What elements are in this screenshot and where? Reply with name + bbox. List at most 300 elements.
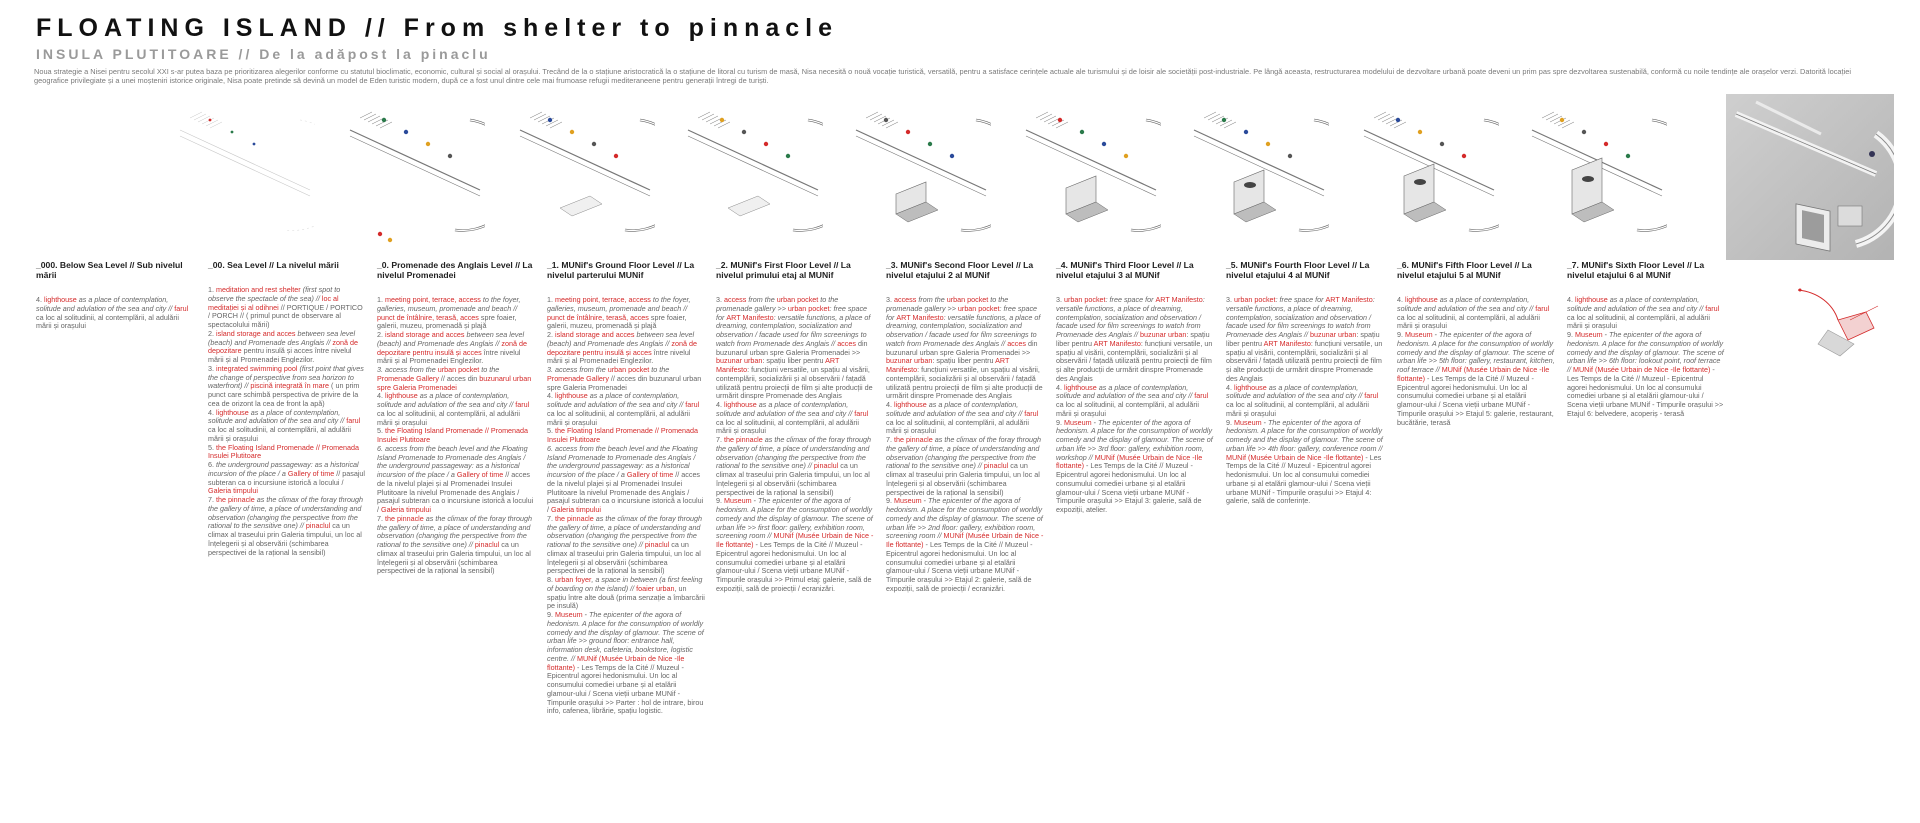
highlighted-term: the pinnacle bbox=[724, 435, 763, 444]
column-heading: _7. MUNif's Sixth Floor Level // La nivelul etajului 6 al MUNif bbox=[1567, 260, 1705, 280]
text-run: // acces din bbox=[438, 373, 480, 383]
highlighted-term: punct de întâlnire, terasă, acces bbox=[377, 312, 479, 322]
highlighted-term: Museum bbox=[1575, 330, 1603, 339]
text-run: from the bbox=[916, 295, 947, 304]
highlighted-term: punct de întâlnire, terasă, acces bbox=[547, 312, 649, 322]
text-run: ca un climax al traseului prin Galeria timpului, un loc al înțelegerii și al observării (schimbarea perspectivei de la rațional la sensibil) bbox=[716, 461, 870, 497]
column-level-7 bbox=[1567, 260, 1725, 419]
highlighted-term: ART Manifesto bbox=[716, 356, 840, 374]
text-run: // acces din buzunarul urban spre Galeria Promenadei bbox=[547, 373, 702, 392]
highlighted-term: MUNif (Musée Urbain de Nice -Ile flottante) bbox=[547, 653, 685, 672]
highlighted-term: Galeria timpului bbox=[208, 486, 258, 496]
paragraph bbox=[1056, 296, 1214, 384]
highlighted-term: acces bbox=[1007, 338, 1026, 348]
highlighted-term: urban foyer bbox=[555, 575, 592, 584]
text-run: 9. bbox=[1567, 330, 1575, 339]
text-run: as the climax of the foray through the gallery of time, a place of understanding and observation (changing the perspective from the rational to the sensitive one) // bbox=[208, 495, 364, 531]
text-run: : versatile functions, a place of dreaming, contemplation, socialization and observation / facade used for film screenings to watch from Promenade des Anglais // bbox=[886, 312, 1041, 348]
text-run: - The epicenter of the agora of hedonism. A place for the consumption of worldly comedy and the display of glamour. The scene of urban life >> 4th floor: gallery, conference room // bbox=[1226, 417, 1383, 453]
highlighted-term: zonă de depozitare pentru insulă și acces bbox=[377, 338, 527, 357]
column-level-00 bbox=[208, 260, 366, 557]
highlighted-term: island storage and acces bbox=[555, 330, 635, 339]
text-run: ca loc al solitudinii, al contemplării, al adulării mării și orașului bbox=[36, 312, 180, 331]
highlighted-term: farul bbox=[1194, 391, 1209, 401]
highlighted-term: MUNif (Musée Urbain de Nice -Ile flottante) bbox=[1573, 365, 1711, 374]
text-run: 9. bbox=[716, 496, 724, 506]
column-level-5 bbox=[1226, 260, 1384, 506]
highlighted-term: foaier urban bbox=[636, 583, 675, 593]
paragraph bbox=[1226, 419, 1384, 507]
text-run: ca un climax al traseului prin Galeria timpului, un loc al înțelegerii și al observării (schimbarea perspectivei de la rațional la sensibil) bbox=[208, 521, 362, 557]
text-run: spre foaier, galerii, muzeu, promenadă și plajă bbox=[547, 312, 687, 331]
paragraph bbox=[547, 445, 705, 515]
highlighted-term: ART Manifesto bbox=[1325, 295, 1373, 304]
highlighted-term: the pinnacle bbox=[216, 495, 255, 504]
text-run: 4. bbox=[377, 391, 385, 401]
column-body bbox=[716, 296, 874, 594]
column-heading: _3. MUNif's Second Floor Level // La nivelul etajului 2 al MUNif bbox=[886, 260, 1034, 280]
text-run: ca loc al solitudinii, al contemplării, al adulării mării și orașului bbox=[716, 417, 860, 436]
text-run: to the foyer, galleries, museum, promenade and beach // bbox=[377, 295, 521, 313]
text-run: as the climax of the foray through the gallery of time, a place of understanding and observation (changing the perspective from the rational to the sensitive one) // bbox=[886, 435, 1042, 471]
paragraph bbox=[208, 409, 366, 444]
highlighted-term: urban pocket bbox=[946, 295, 989, 304]
paragraph bbox=[1567, 331, 1725, 419]
text-run: as a place of contemplation, solitude and adulation of the sea and city // bbox=[547, 391, 686, 409]
paragraph bbox=[208, 330, 366, 365]
text-run: - The epicenter of the agora of hedonism. A place for the consumption of worldly comedy and the display of glamour. The scene of urban life >> 6th floor: lookout point, roof terrace // bbox=[1567, 330, 1724, 374]
text-run: - Les Temps de la Cité // Muzeul - Epicentrul agorei hedonismului. Un loc al consumului comediei urbane și al etalării glamour-ului / Scena vieții urbane MUNif - Timpurile orașului >> Etajul 5: galerie, restaurant, bucătărie, terasă bbox=[1397, 373, 1554, 427]
axonometric-level-5 bbox=[1334, 90, 1499, 250]
highlighted-term: Museum bbox=[1405, 330, 1433, 339]
column-body bbox=[36, 296, 194, 331]
text-run: - The epicenter of the agora of hedonism. A place for the consumption of worldly comedy and the display of glamour. The scene of urban life >> first floor: gallery, exhibition room, screening room // bbox=[716, 496, 873, 541]
text-run: // acces de la nivelul plajei și al Promenadei Insulei Plutitoare la nivelul Promenade des Anglais / pasajul subteran ca o incursiune istorică a locului / bbox=[377, 470, 534, 514]
paragraph bbox=[377, 392, 535, 427]
text-run: spre foaier, galerii, muzeu, promenadă și plajă bbox=[377, 312, 517, 331]
site-plan-sketch bbox=[1788, 282, 1888, 362]
highlighted-term: MUNif (Musée Urbain de Nice -Ile flottante) bbox=[886, 531, 1044, 549]
highlighted-term: buzunarul urban spre Galeria Promenadei bbox=[377, 373, 532, 392]
paragraph bbox=[208, 496, 366, 557]
highlighted-term: ART Manifesto bbox=[1093, 338, 1141, 348]
paragraph bbox=[716, 296, 874, 401]
text-run: 3. bbox=[1226, 295, 1234, 304]
text-run: as the climax of the foray through the gallery of time, a place of understanding and observation (changing the perspective from the rational to the sensitive one) // bbox=[547, 513, 703, 549]
column-body bbox=[1397, 296, 1555, 427]
paragraph bbox=[547, 366, 705, 392]
text-run: ca loc al solitudinii, al contemplării, al adulării mării și orașului bbox=[377, 408, 521, 427]
highlighted-term: Gallery of time bbox=[456, 470, 504, 479]
text-run: : free space for bbox=[886, 303, 1038, 322]
highlighted-term: ART Manifesto bbox=[1263, 338, 1311, 348]
highlighted-term: Gallery of time bbox=[287, 468, 335, 478]
highlighted-term: lighthouse bbox=[1575, 295, 1608, 304]
text-run: (first point that gives the change of perspective from sea horizon to waterfront) // bbox=[208, 363, 364, 391]
axonometric-level-4 bbox=[1164, 90, 1329, 250]
text-run: 4. bbox=[1226, 382, 1234, 392]
text-run: ca loc al solitudinii, al contemplării, al adulării mării și orașului bbox=[1567, 312, 1711, 331]
text-run: to the foyer, galleries, museum, promenade and beach // bbox=[547, 295, 691, 313]
text-run: 7. bbox=[208, 495, 216, 504]
paragraph bbox=[716, 497, 874, 593]
axonometric-level-000 bbox=[150, 90, 315, 250]
highlighted-term: lighthouse bbox=[1405, 295, 1438, 304]
column-heading: _0. Promenade des Anglais Level // La nivelul Promenadei bbox=[377, 260, 533, 280]
column-heading: _000. Below Sea Level // Sub nivelul mării bbox=[36, 260, 183, 280]
text-run: 3. bbox=[208, 363, 216, 373]
paragraph bbox=[1397, 331, 1555, 427]
text-run: as a place of contemplation, solitude and adulation of the sea and city // bbox=[377, 391, 516, 409]
highlighted-term: lighthouse bbox=[1234, 382, 1267, 392]
highlighted-term: meeting point, terrace, access bbox=[555, 295, 651, 304]
text-run: 9. bbox=[547, 610, 555, 619]
text-run: 7. bbox=[716, 435, 724, 444]
text-run: - Les Temps de la Cité // Muzeul - Epicentrul agorei hedonismului. Un loc al consumului comediei urbane și al etalării glamour-ului / Scena vieții urbane MUNif - Timpurile orașului >> Etajul 2: galerie, sală de expoziții, sală de proiecții / ecranizări. bbox=[886, 540, 1033, 593]
text-run: ca un climax al traseului prin Galeria timpului, un loc al înțelegerii și al observării (schimbarea perspectivei de la rațional la sensibil) bbox=[886, 461, 1040, 497]
text-run: , un spațiu între alte două (prima senzație a îmbarcării pe insulă) bbox=[547, 583, 705, 611]
highlighted-term: buzunar urban bbox=[1310, 330, 1357, 339]
text-run: : funcțiuni versatile, un spațiu al visării, contemplării, socializării și al observării / fațadă utilizată pentru proiecții de film și alte producții de urmărit dinspre Promenade des Anglais bbox=[1056, 338, 1213, 383]
paragraph bbox=[547, 611, 705, 716]
highlighted-term: the Floating Island Promenade // Promenada Insulei Plutitoare bbox=[547, 426, 699, 444]
highlighted-term: lighthouse bbox=[724, 400, 757, 409]
text-run: as a place of contemplation, solitude and adulation of the sea and city // bbox=[1567, 295, 1706, 313]
text-run: 1. bbox=[208, 285, 216, 294]
page-subtitle: INSULA PLUTITOARE // De la adăpost la pinaclu bbox=[36, 46, 491, 62]
paragraph bbox=[1397, 296, 1555, 331]
text-run: to the bbox=[649, 365, 670, 374]
paragraph bbox=[377, 331, 535, 366]
text-run: - The epicenter of the agora of hedonism. A place for the consumption of worldly comedy and the display of glamour. The scene of urban life >> 3rd floor: gallery, exhibition room, workshop // bbox=[1056, 417, 1213, 462]
highlighted-term: Museum bbox=[724, 496, 752, 506]
text-run: 2. bbox=[377, 330, 385, 339]
text-run: : spațiu liber pentru bbox=[1056, 330, 1210, 348]
text-run: 4. bbox=[716, 400, 724, 409]
text-run: to the bbox=[479, 365, 500, 374]
column-level-2 bbox=[716, 260, 874, 594]
paragraph bbox=[208, 365, 366, 409]
highlighted-term: Museum bbox=[894, 496, 922, 506]
column-heading: _5. MUNif's Fourth Floor Level // La nivelul etajului 4 al MUNif bbox=[1226, 260, 1370, 280]
text-run: 9. bbox=[1226, 417, 1234, 427]
highlighted-term: lighthouse bbox=[44, 295, 77, 304]
highlighted-term: pinaclul bbox=[474, 540, 500, 549]
text-run: the underground passageway: as a historical incursion of the place / a bbox=[208, 460, 359, 478]
text-run: // pasajul subteran ca o incursiune istorică a locului / bbox=[208, 468, 366, 487]
text-run: 1. bbox=[377, 295, 385, 304]
column-body bbox=[377, 296, 535, 576]
text-run: între nivelul mării și al Promenadei Englezilor. bbox=[377, 347, 521, 366]
paragraph bbox=[886, 497, 1044, 593]
text-run: : spațiu liber pentru bbox=[762, 356, 826, 366]
text-run: 6. access from the beach level and the Floating Island Promenade to Promenade des Anglais / the underground passageway: as a historical incursion of the place / a bbox=[547, 443, 698, 479]
axonometric-level-3 bbox=[996, 90, 1161, 250]
highlighted-term: piscină integrată în mare bbox=[250, 381, 330, 391]
text-run: - The epicenter of the agora of hedonism. A place for the consumption of worldly comedy and the display of glamour. The scene of urban life >> ground floor: entrance hall, information desk, cafeteria, bookstore, logistic centre. // bbox=[547, 610, 704, 663]
text-run: 5. bbox=[547, 426, 555, 436]
axonometric-level-0 bbox=[490, 90, 655, 250]
text-run: ca loc al solitudinii, al contemplării, al adulării mării și orașului bbox=[886, 417, 1030, 436]
highlighted-term: Galeria timpului bbox=[381, 505, 431, 514]
paragraph bbox=[1056, 384, 1214, 419]
text-run: between sea level (beach) and Promenade des Anglais // bbox=[547, 330, 695, 348]
highlighted-term: acces bbox=[837, 338, 856, 348]
highlighted-term: MUNif (Musée Urbain de Nice -Ile flottante) bbox=[1397, 365, 1550, 383]
highlighted-term: ART Manifesto bbox=[886, 356, 1010, 374]
paragraph bbox=[1226, 384, 1384, 419]
paragraph bbox=[547, 296, 705, 331]
paragraph bbox=[36, 296, 194, 331]
highlighted-term: meeting point, terrace, access bbox=[385, 295, 481, 304]
text-run: 7. bbox=[886, 435, 894, 444]
intro-paragraph: Noua strategie a Nisei pentru secolul XXI s-ar putea baza pe prioritizarea alegerilor conforme cu statutul bioclimatic, economic, cultural și social al orașului. Trecând de la o stațiune aristocratică la o stațiune de litoral cu turism de masă, Nisa necesită o nouă vocație turistică, versatilă, pentru a satisface cerințele actuale ale turismului și de loisir ale societății post-industriale. Pe lângă aceasta, restructurarea modelului de dezvoltare urbană poate deveni un prim pas spre dezvoltarea sustenabilă, conformă cu noile tendințe ale orașelor verzi. Datorită locației geografice privilegiate și a unei moșteniri istorice originale, Nisa poate pretinde să devină un model de Eden turistic modern, după ce a fost unul dintre cele mai frumoase refugii mediteraneene pentru generații întregi de turiști. bbox=[34, 67, 1851, 85]
text-run: to the promenade gallery >> bbox=[716, 295, 839, 313]
text-run: 3. bbox=[716, 295, 724, 304]
text-run: : versatile functions, a place of dreaming, contemplation, socialization and observation / facade used for film screenings to watch from Promenade des Anglais // bbox=[1056, 295, 1205, 339]
column-level-4 bbox=[1056, 260, 1214, 515]
paragraph bbox=[886, 296, 1044, 401]
highlighted-term: farul bbox=[685, 400, 700, 409]
column-body bbox=[1226, 296, 1384, 506]
highlighted-term: urban pocket bbox=[787, 303, 830, 313]
highlighted-term: island storage and acces bbox=[216, 328, 296, 338]
text-run: 7. bbox=[377, 513, 385, 523]
highlighted-term: access bbox=[894, 295, 917, 304]
text-run: 2. bbox=[547, 330, 555, 339]
highlighted-term: farul bbox=[346, 416, 361, 426]
highlighted-term: urban pocket bbox=[957, 303, 1000, 313]
column-level-000 bbox=[36, 260, 194, 331]
text-run: ca loc al solitudinii, al contemplării, al adulării mării și orașului bbox=[1056, 400, 1200, 418]
highlighted-term: urban pocket bbox=[1234, 295, 1276, 304]
text-run: // PORTIQUE / PORTICO / PORCH // ( primul punct de observare al spectacolului mării) bbox=[208, 302, 363, 329]
text-run: : funcțiuni versatile, un spațiu al visării, contemplării, socializării și al observării / fațadă utilizată pentru proiecții de film și alte producții de urmărit dinspre Promenade des Anglais bbox=[716, 365, 873, 401]
text-run: - Les Temps de la Cité // Muzeul - Epicentrul agorei hedonismului. Un loc al consumului comediei urbane și al etalării glamour-ului / Scena vieții urbane MUNif - Timpurile orașului >> Etajul 4: galerie, sală de conferințe. bbox=[1226, 452, 1382, 506]
column-level-0 bbox=[377, 260, 535, 576]
text-run: : versatile functions, a place of dreaming, contemplation, socialization and observation / facade used for film screenings to watch from Promenade des Anglais // bbox=[1226, 295, 1375, 339]
text-run: : funcțiuni versatile, un spațiu al visării, contemplării, socializării și al observării / fațadă utilizată pentru proiecții de film și alte producții de urmărit dinspre Promenade des Anglais bbox=[886, 365, 1043, 401]
paragraph bbox=[377, 366, 535, 392]
text-run: 4. bbox=[1567, 295, 1575, 304]
text-run: : spațiu liber pentru bbox=[932, 356, 996, 366]
highlighted-term: farul bbox=[1364, 391, 1379, 401]
column-heading: _2. MUNif's First Floor Level // La nivelul primului etaj al MUNif bbox=[716, 260, 851, 280]
text-run: 5. bbox=[208, 442, 216, 452]
highlighted-term: pinaclul bbox=[644, 540, 670, 549]
highlighted-term: ART Manifesto bbox=[1155, 295, 1203, 304]
text-run: : free space for bbox=[1105, 295, 1156, 304]
paragraph bbox=[208, 461, 366, 496]
highlighted-term: buzunar urban bbox=[886, 356, 933, 366]
highlighted-term: ART Manifesto bbox=[726, 312, 774, 322]
text-run: ca un climax al traseului prin Galeria timpului, un loc al înțelegerii și al observării (schimbarea perspectivei de la rațional la sensibil) bbox=[547, 540, 701, 576]
text-run: ca loc al solitudinii, al contemplării, al adulării mării și orașului bbox=[1226, 400, 1370, 418]
text-run: ca loc al solitudinii, al contemplării, al adulării mării și orașului bbox=[547, 408, 691, 427]
text-run: 3. bbox=[1056, 295, 1064, 304]
column-body bbox=[1056, 296, 1214, 515]
paragraph bbox=[716, 401, 874, 436]
text-run: (first spot to observe the spectacle of the sea) // bbox=[208, 285, 341, 303]
paragraph bbox=[716, 436, 874, 497]
text-run: ca loc al solitudinii, al contemplării, al adulării mării și orașului bbox=[208, 425, 352, 443]
text-run: 6. access from the beach level and the Floating Island Promenade to Promenade des Anglais / the underground passageway: as a historical incursion of the place / a bbox=[377, 443, 528, 479]
highlighted-term: the Floating Island Promenade // Promenada Insulei Plutitoare bbox=[377, 426, 529, 444]
text-run: as the climax of the foray through the gallery of time, a place of understanding and observation (changing the perspective from the rational to the sensitive one) // bbox=[377, 513, 533, 549]
highlighted-term: Galeria timpului bbox=[551, 505, 601, 514]
text-run: pentru insulă și acces între nivelul mării și al Promenadei Englezilor. bbox=[208, 346, 352, 364]
highlighted-term: urban pocket bbox=[437, 365, 480, 374]
highlighted-term: Promenade Gallery bbox=[547, 373, 609, 383]
text-run: 4. bbox=[547, 391, 555, 401]
rendered-model-image bbox=[1726, 94, 1894, 260]
paragraph bbox=[547, 576, 705, 611]
highlighted-term: buzunar urban bbox=[716, 356, 763, 366]
axonometric-level-6 bbox=[1502, 90, 1667, 250]
paragraph bbox=[208, 444, 366, 462]
highlighted-term: lighthouse bbox=[1064, 382, 1097, 392]
highlighted-term: zonă de depozitare bbox=[208, 337, 358, 356]
text-run: 9. bbox=[1056, 417, 1064, 427]
highlighted-term: lighthouse bbox=[216, 407, 249, 417]
paragraph bbox=[1056, 419, 1214, 515]
highlighted-term: urban pocket bbox=[776, 295, 819, 304]
text-run: 8. bbox=[547, 575, 555, 584]
highlighted-term: lighthouse bbox=[894, 400, 927, 409]
paragraph bbox=[547, 515, 705, 576]
text-run: : free space for bbox=[1275, 295, 1326, 304]
text-run: - The epicenter of the agora of hedonism. A place for the consumption of worldly comedy and the display of glamour. The scene of urban life >> 5th floor: gallery, restaurant, kitchen, roof terrace // bbox=[1397, 330, 1555, 374]
paragraph bbox=[547, 331, 705, 366]
highlighted-term: Museum bbox=[1064, 417, 1092, 427]
column-level-1 bbox=[547, 260, 705, 716]
text-run: 4. bbox=[886, 400, 894, 409]
paragraph bbox=[547, 392, 705, 427]
highlighted-term: urban pocket bbox=[607, 365, 650, 374]
text-run: to the promenade gallery >> bbox=[886, 295, 1009, 313]
paragraph bbox=[886, 401, 1044, 436]
paragraph bbox=[377, 427, 535, 445]
paragraph bbox=[547, 427, 705, 445]
highlighted-term: the pinnacle bbox=[894, 435, 933, 444]
text-run: // acces de la nivelul plajei și al Promenadei Insulei Plutitoare la nivelul Promenade des Anglais / pasajul subteran ca o incursiune istorică a locului / bbox=[547, 470, 704, 514]
text-run: : spațiu liber pentru bbox=[1226, 330, 1380, 348]
highlighted-term: farul bbox=[1705, 303, 1720, 313]
text-run: - The epicenter of the agora of hedonism. A place for the consumption of worldly comedy and the display of glamour. The scene of urban life >> 2nd floor: gallery, exhibition room, screening room // bbox=[886, 496, 1043, 541]
text-run: 1. bbox=[547, 295, 555, 304]
text-run: : funcțiuni versatile, un spațiu al visării, contemplării, socializării și al observării / fațadă utilizată pentru proiecții de film și alte producții de urmărit dinspre Promenade des Anglais bbox=[1226, 338, 1383, 383]
highlighted-term: pinaclul bbox=[305, 521, 331, 531]
text-run: 4. bbox=[36, 295, 44, 304]
text-run: ca un climax al traseului prin Galeria timpului, un loc al înțelegerii și al observării (schimbarea perspectivei de la rațional la sensibil) bbox=[377, 540, 531, 576]
highlighted-term: loc al meditației și al odihnei bbox=[208, 293, 339, 312]
text-run: - Les Temps de la Cité // Muzeul - Epicentrul agorei hedonismului. Un loc al consumului comediei urbane și al etalării glamour-ului / Scena vieții urbane MUNif - Timpurile orașului >> Etajul 3: galerie, sală de expoziții, atelier. bbox=[1056, 461, 1202, 514]
highlighted-term: farul bbox=[174, 303, 189, 313]
text-run: între nivelul mării și al Promenadei Englezilor. bbox=[547, 347, 691, 366]
highlighted-term: zonă de depozitare pentru insulă și acces bbox=[547, 338, 697, 357]
text-run: : free space for bbox=[716, 303, 868, 322]
text-run: din buzunarul urban spre Galeria Promenadei >> bbox=[886, 338, 1038, 357]
text-run: as a place of contemplation, solitude and adulation of the sea and city // bbox=[716, 400, 855, 418]
highlighted-term: the pinnacle bbox=[555, 513, 594, 523]
highlighted-term: lighthouse bbox=[385, 391, 418, 401]
text-run: 9. bbox=[1397, 330, 1405, 339]
column-body bbox=[1567, 296, 1725, 419]
axonometric-level-00 bbox=[320, 90, 485, 250]
text-run: - Les Temps de la Cité // Muzeul - Epicentrul agorei hedonismului. Un loc al consumului comediei urbane și al etalării glamour-ului / Scena vieții urbane MUNif - Timpurile orașului >> Etajul 6: belvedere, acoperiș - terasă bbox=[1567, 365, 1724, 418]
highlighted-term: MUNif (Musée Urbain de Nice -Ile flottante) bbox=[1226, 452, 1364, 462]
highlighted-term: pinaclul bbox=[813, 461, 839, 471]
text-run: 5. bbox=[377, 426, 385, 436]
axonometric-level-1 bbox=[658, 90, 823, 250]
text-run: between sea level (beach) and Promenade des Anglais // bbox=[377, 330, 525, 348]
text-run: as a place of contemplation, solitude and adulation of the sea and city // bbox=[1056, 382, 1195, 401]
text-run: : versatile functions, a place of dreaming, contemplation, socialization and observation / facade used for film screenings to watch from Promenade des Anglais // bbox=[716, 312, 871, 348]
text-run: din buzunarul urban spre Galeria Promenadei >> bbox=[716, 338, 868, 357]
highlighted-term: the pinnacle bbox=[385, 513, 424, 523]
highlighted-term: access bbox=[724, 295, 747, 304]
text-run: as a place of contemplation, solitude and adulation of the sea and city // bbox=[1226, 382, 1365, 401]
text-run: as a place of contemplation, solitude and adulation of the sea and city // bbox=[886, 400, 1025, 418]
highlighted-term: the Floating Island Promenade // Promenada Insulei Plutitoare bbox=[208, 442, 360, 461]
highlighted-term: MUNif (Musée Urbain de Nice -Ile flottante) bbox=[1056, 452, 1203, 471]
highlighted-term: farul bbox=[854, 408, 869, 418]
paragraph bbox=[1226, 296, 1384, 384]
highlighted-term: MUNif (Musée Urbain de Nice -Ile flottante) bbox=[716, 531, 874, 549]
column-level-3 bbox=[886, 260, 1044, 594]
paragraph bbox=[377, 296, 535, 331]
column-body bbox=[208, 286, 366, 557]
text-run: - Les Temps de la Cité // Muzeul -Epicentrul agorei hedonismului. Un loc al consumului comediei urbane și al etalării glamour-ului / Scena vieții urbane MUNif - Timpurile orașului >> Primul etaj: galerie, sală de expoziții, sală de proiecții / ecranizări. bbox=[716, 540, 872, 593]
highlighted-term: lighthouse bbox=[555, 391, 588, 401]
highlighted-term: ART Manifesto bbox=[896, 312, 944, 322]
column-heading: _00. Sea Level // La nivelul mării bbox=[208, 260, 339, 270]
column-level-6 bbox=[1397, 260, 1555, 427]
text-run: 3. bbox=[886, 295, 894, 304]
text-run: 4. bbox=[1397, 295, 1405, 304]
column-body bbox=[547, 296, 705, 716]
highlighted-term: farul bbox=[1535, 303, 1550, 313]
text-run: as the climax of the foray through the gallery of time, a place of understanding and observation (changing the perspective from the rational to the sensitive one) // bbox=[716, 435, 872, 471]
text-run: from the bbox=[746, 295, 777, 304]
column-heading: _1. MUNif's Ground Floor Level // La nivelul parterului MUNif bbox=[547, 260, 695, 280]
text-run: 2. bbox=[208, 328, 216, 338]
highlighted-term: farul bbox=[1024, 408, 1039, 418]
text-run: ca loc al solitudinii, al contemplării, al adulării mării și orașului bbox=[1397, 312, 1541, 331]
highlighted-term: meditation and rest shelter bbox=[216, 285, 301, 294]
highlighted-term: farul bbox=[515, 400, 530, 409]
paragraph bbox=[377, 445, 535, 515]
text-run: ( un prim punct care schimbă perspectiva de privire de la cea de orizont la cea de front la apă) bbox=[208, 381, 360, 408]
text-run: as a place of contemplation, solitude and adulation of the sea and city // bbox=[208, 407, 347, 426]
paragraph bbox=[886, 436, 1044, 497]
highlighted-term: island storage and acces bbox=[385, 330, 465, 339]
paragraph bbox=[208, 286, 366, 330]
paragraph bbox=[1567, 296, 1725, 331]
column-heading: _4. MUNif's Third Floor Level // La nivelul etajului 3 al MUNif bbox=[1056, 260, 1194, 280]
text-run: 3. access from the bbox=[377, 365, 438, 374]
text-run: , a space in between (a first feeling of boarding on the island) // bbox=[547, 575, 703, 593]
text-run: 4. bbox=[208, 407, 216, 417]
highlighted-term: Museum bbox=[1234, 417, 1262, 427]
text-run: 6. bbox=[208, 460, 216, 469]
text-run: as a place of contemplation, solitude and adulation of the sea and city // bbox=[1397, 295, 1536, 313]
text-run: as a place of contemplation, solitude and adulation of the sea and city // bbox=[36, 295, 175, 313]
highlighted-term: Promenade Gallery bbox=[377, 373, 439, 383]
highlighted-term: urban pocket bbox=[1064, 295, 1106, 304]
text-run: 4. bbox=[1056, 382, 1064, 392]
page-title: FLOATING ISLAND // From shelter to pinnacle bbox=[36, 14, 839, 42]
